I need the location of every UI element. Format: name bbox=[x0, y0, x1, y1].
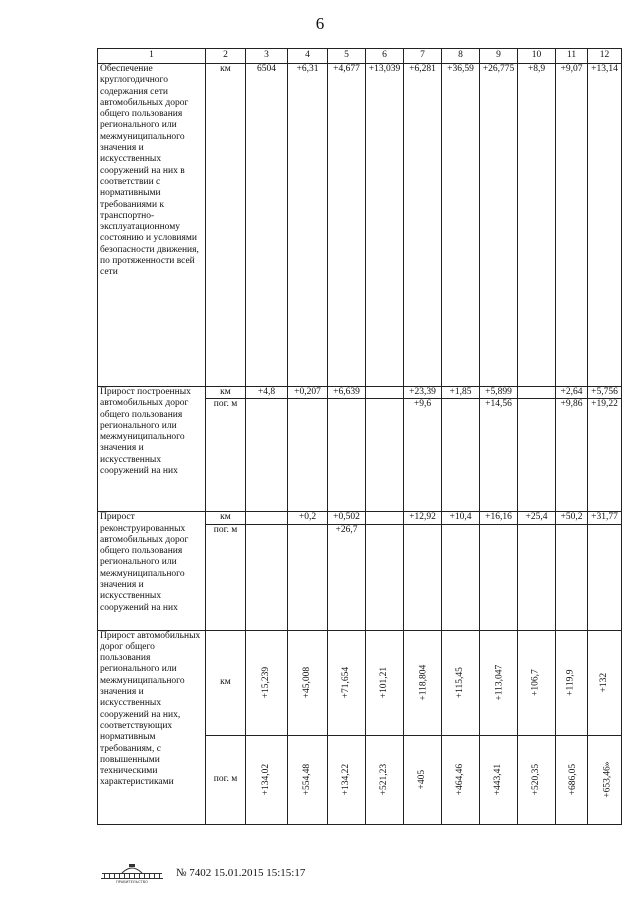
value-cell: +9,86 bbox=[556, 399, 588, 512]
value-cell bbox=[366, 630, 404, 735]
value-cell bbox=[246, 735, 288, 824]
value-cell bbox=[480, 630, 518, 735]
value-cell bbox=[588, 630, 622, 735]
column-header: 10 bbox=[518, 49, 556, 64]
column-header: 1 bbox=[98, 49, 206, 64]
value-cell bbox=[442, 524, 480, 630]
value-cell: +0,207 bbox=[288, 387, 328, 399]
value-cell bbox=[518, 387, 556, 399]
value-cell: +13,14 bbox=[588, 64, 622, 387]
value-text: +405 bbox=[416, 769, 427, 790]
row-name: Прирост построенных автомобильных дорог общего пользования регионального или межмуниципального значения и искусственных сооружений на них bbox=[98, 387, 206, 512]
unit-cell: пог. м bbox=[206, 399, 246, 512]
unit-cell: км bbox=[206, 64, 246, 387]
value-cell: +0,502 bbox=[328, 512, 366, 524]
value-cell: 6504 bbox=[246, 64, 288, 387]
value-cell bbox=[246, 524, 288, 630]
value-text: +134,22 bbox=[340, 763, 351, 796]
column-header: 3 bbox=[246, 49, 288, 64]
value-cell bbox=[518, 524, 556, 630]
value-cell bbox=[556, 735, 588, 824]
value-cell bbox=[328, 630, 366, 735]
value-cell: +31,77 bbox=[588, 512, 622, 524]
value-cell bbox=[366, 735, 404, 824]
value-cell: +25,4 bbox=[518, 512, 556, 524]
column-header: 5 bbox=[328, 49, 366, 64]
value-cell bbox=[588, 524, 622, 630]
value-cell bbox=[328, 399, 366, 512]
table-row bbox=[98, 512, 622, 524]
value-cell bbox=[442, 735, 480, 824]
value-cell: +5,899 bbox=[480, 387, 518, 399]
value-text: +132 bbox=[598, 672, 609, 693]
value-text: +686,05 bbox=[568, 763, 579, 796]
government-logo-icon bbox=[100, 862, 164, 884]
column-header: 9 bbox=[480, 49, 518, 64]
value-cell: +8,9 bbox=[518, 64, 556, 387]
value-cell: +5,756 bbox=[588, 387, 622, 399]
value-cell bbox=[556, 524, 588, 630]
value-cell bbox=[518, 399, 556, 512]
unit-cell: км bbox=[206, 387, 246, 399]
value-cell: +36,59 bbox=[442, 64, 480, 387]
column-header: 6 bbox=[366, 49, 404, 64]
value-cell bbox=[442, 399, 480, 512]
unit-cell: км bbox=[206, 630, 246, 735]
value-text: +106,7 bbox=[530, 669, 541, 696]
value-cell bbox=[288, 399, 328, 512]
value-cell: +4,8 bbox=[246, 387, 288, 399]
value-cell bbox=[246, 512, 288, 524]
value-cell bbox=[366, 512, 404, 524]
value-cell: +2,64 bbox=[556, 387, 588, 399]
value-cell bbox=[518, 735, 556, 824]
unit-cell: км bbox=[206, 512, 246, 524]
value-cell bbox=[556, 630, 588, 735]
value-cell: +6,31 bbox=[288, 64, 328, 387]
table-row bbox=[98, 630, 622, 735]
value-cell: +1,85 bbox=[442, 387, 480, 399]
value-cell: +12,92 bbox=[404, 512, 442, 524]
value-cell bbox=[366, 387, 404, 399]
row-name: Прирост реконструированных автомобильных дорог общего пользования регионального или межмуниципального значения и искусственных сооружений на них bbox=[98, 512, 206, 630]
logo-caption: ПРАВИТЕЛЬСТВО bbox=[115, 880, 149, 884]
value-text: +118,804 bbox=[418, 664, 429, 701]
header-row bbox=[98, 49, 622, 64]
value-text: +464,46 bbox=[454, 763, 465, 796]
value-cell: +13,039 bbox=[366, 64, 404, 387]
value-cell: +9,07 bbox=[556, 64, 588, 387]
value-text: +134,02 bbox=[260, 763, 271, 796]
value-text: +653,46» bbox=[602, 761, 613, 798]
value-text: +443,41 bbox=[492, 763, 503, 796]
row-name: Обеспечение круглогодичного содержания сети автомобильных дорог общего пользования регионального или межмуниципального значения и искусственных сооружений на них в соответствии с нормативными требованиями к транспортно-эксплуатационному состоянию и условиями безопасности движения, по протяженности всей сети bbox=[98, 64, 206, 387]
value-cell bbox=[288, 630, 328, 735]
value-text: +15,239 bbox=[260, 666, 271, 699]
column-header: 7 bbox=[404, 49, 442, 64]
column-header: 4 bbox=[288, 49, 328, 64]
value-cell bbox=[366, 399, 404, 512]
column-header: 12 bbox=[588, 49, 622, 64]
value-cell bbox=[366, 524, 404, 630]
value-text: +521,23 bbox=[378, 763, 389, 796]
value-cell bbox=[518, 630, 556, 735]
value-cell: +0,2 bbox=[288, 512, 328, 524]
value-cell bbox=[404, 524, 442, 630]
column-header: 2 bbox=[206, 49, 246, 64]
value-text: +101,21 bbox=[378, 666, 389, 699]
value-cell bbox=[404, 735, 442, 824]
value-cell: +4,677 bbox=[328, 64, 366, 387]
value-cell: +50,2 bbox=[556, 512, 588, 524]
value-cell: +19,22 bbox=[588, 399, 622, 512]
value-cell bbox=[246, 399, 288, 512]
value-cell: +14,56 bbox=[480, 399, 518, 512]
value-text: +115,45 bbox=[454, 667, 465, 699]
value-text: +554,48 bbox=[301, 763, 312, 796]
table-row bbox=[98, 64, 622, 387]
value-cell: +23,39 bbox=[404, 387, 442, 399]
value-text: +119,9 bbox=[565, 669, 576, 696]
row-name: Прирост автомобильных дорог общего пользования регионального или межмуниципального значения и искусственных сооружений на них, соответствующих нормативным требованиям, с повышенными техническими характеристиками bbox=[98, 630, 206, 824]
value-cell: +6,639 bbox=[328, 387, 366, 399]
value-cell: +9,6 bbox=[404, 399, 442, 512]
value-cell bbox=[328, 735, 366, 824]
column-header: 11 bbox=[556, 49, 588, 64]
value-cell: +16,16 bbox=[480, 512, 518, 524]
value-cell: +26,775 bbox=[480, 64, 518, 387]
value-cell bbox=[442, 630, 480, 735]
unit-cell: пог. м bbox=[206, 735, 246, 824]
value-cell bbox=[588, 735, 622, 824]
value-text: +520,35 bbox=[530, 763, 541, 796]
data-table bbox=[97, 48, 622, 825]
table-row bbox=[98, 387, 622, 399]
unit-cell: пог. м bbox=[206, 524, 246, 630]
value-text: +71,654 bbox=[340, 666, 351, 699]
value-cell bbox=[480, 735, 518, 824]
value-cell bbox=[246, 630, 288, 735]
value-cell: +26,7 bbox=[328, 524, 366, 630]
page-number: 6 bbox=[315, 14, 325, 33]
value-cell bbox=[404, 630, 442, 735]
value-cell: +6,281 bbox=[404, 64, 442, 387]
column-header: 8 bbox=[442, 49, 480, 64]
value-cell bbox=[288, 735, 328, 824]
value-cell: +10,4 bbox=[442, 512, 480, 524]
registration-stamp: № 7402 15.01.2015 15:15:17 bbox=[176, 867, 306, 879]
value-cell bbox=[480, 524, 518, 630]
value-text: +45,008 bbox=[301, 666, 312, 699]
value-text: +113,047 bbox=[494, 664, 505, 701]
document-footer bbox=[100, 862, 520, 884]
value-cell bbox=[288, 524, 328, 630]
